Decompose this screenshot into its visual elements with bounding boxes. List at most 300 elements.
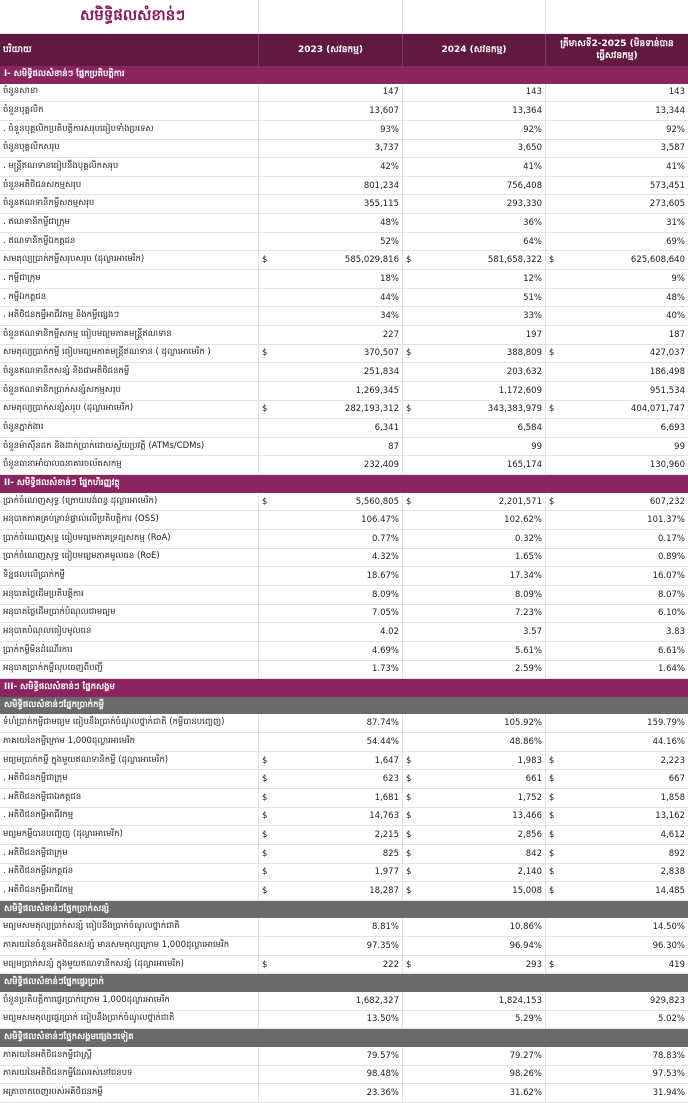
table-row [0,177,688,196]
value-cell [258,733,402,751]
value-number: 3.57 [523,627,542,638]
value-number: 99 [674,441,685,452]
value-number: 13,466 [512,811,542,822]
value-number: 48% [666,292,685,303]
value-number: 1,172,609 [498,385,542,396]
value-cell [545,549,688,567]
value-number: 222 [382,959,399,970]
value-cell [258,233,402,251]
table-row [0,733,688,752]
value-number: 18.67% [366,571,399,582]
value-number: 1,681 [374,792,399,803]
value-number: 33% [523,311,542,322]
value-number: 13.50% [366,1014,399,1025]
value-number: 92% [666,124,685,135]
value-cell [545,918,688,936]
value-number: 97.35% [366,940,399,951]
value-number: 355,115 [363,199,399,210]
value-cell [545,789,688,807]
value-cell [402,401,545,419]
value-number: 186,498 [649,367,685,378]
table-row [0,530,688,549]
value-number: 10.86% [509,922,542,933]
value-cell [545,605,688,623]
value-cell [402,363,545,381]
value-cell [402,307,545,325]
row-label: ប្រាក់ចំណេញសុទ្ធ (ក្រោយបង់ពន្ធ ដុល្លារអាមេរិក) [3,495,158,506]
value-cell [402,140,545,158]
value-number: 36% [523,217,542,228]
value-cell [545,438,688,456]
header-2024: 2024 (សវនកម្ម) [402,34,545,66]
value-number: 54.44% [366,736,399,747]
value-number: 2,223 [660,755,685,766]
value-cell [545,1011,688,1029]
table-row [0,937,688,956]
value-cell [545,733,688,751]
table-row [0,864,688,883]
value-number: 16.07% [652,571,685,582]
currency-symbol: $ [549,792,555,803]
row-label: មធ្យមប្រាក់សន្សំ ក្នុងមួយឥណទានិកសន្សំ (ដុល្លារអាមេរិក) [3,958,184,969]
value-number: 9% [671,273,685,284]
row-label: សមតុល្យប្រាក់កម្ចី ធៀបមធ្យមភាគមន្ត្រីឥណទាន ( ដុល្លារអាមេរិក ) [3,347,211,358]
currency-symbol: $ [549,886,555,896]
row-label: ភាគរយនៃអតិថិជនកម្ចីជាស្ត្រី [3,1049,92,1060]
value-cell [545,992,688,1010]
value-number: 96.30% [652,940,685,951]
value-number: 6.10% [657,608,685,619]
value-cell [258,1011,402,1029]
value-cell [258,401,402,419]
value-number: 2,838 [660,867,685,878]
table-row [0,789,688,808]
value-number: 13,162 [655,811,685,822]
value-number: 825 [382,848,399,859]
table-row [0,121,688,140]
value-number: 14,485 [655,886,685,896]
value-cell [545,289,688,307]
row-label: ប្រាក់កម្ចីមិនដំណើរការ [3,644,73,655]
value-number: 98.48% [366,1069,399,1080]
value-number: 12% [523,273,542,284]
row-label: . អតិថិជនកម្ចីជាឯកត្តជន [3,791,82,802]
currency-symbol: $ [549,867,555,878]
row-label: . អតិថិជនកម្ចីអាជីវកម្ម [3,885,74,895]
value-cell [258,714,402,732]
value-number: 187 [668,329,685,340]
value-cell [258,251,402,269]
row-label: . អតិថិជនកម្ចីជាក្រុម [3,773,68,784]
value-number: 842 [525,848,542,859]
value-cell [402,918,545,936]
value-number: 6.61% [657,645,685,656]
table-row [0,493,688,512]
value-cell [545,102,688,120]
value-number: 581,658,322 [487,255,542,266]
value-number: 69% [666,236,685,247]
table-row [0,1084,688,1103]
value-number: 14.50% [652,922,685,933]
table-row [0,289,688,308]
value-cell [402,345,545,363]
value-cell [402,511,545,529]
value-cell [402,845,545,863]
value-number: 143 [668,87,685,98]
row-label: មធ្យមសមតុល្យប្រាក់សន្សំ ធៀបនឹងប្រាក់ចំណូលថ្នាក់ជាតិ [3,921,180,932]
currency-symbol: $ [549,774,555,785]
row-label: ចំនួនឥណទានិកម្ចីសកម្ម ធៀបមធ្យមភាគមន្ត្រីឥណទាន [3,328,172,339]
value-number: 159.79% [647,718,685,729]
value-number: 7.23% [514,608,542,619]
value-number: 756,408 [506,180,542,191]
value-cell [402,270,545,288]
value-number: 1.64% [657,664,685,675]
title-row [0,0,688,34]
value-number: 79.57% [366,1050,399,1061]
currency-symbol: $ [262,255,268,266]
value-cell [258,845,402,863]
row-label: ប្រាក់ចំណេញសុទ្ធ ធៀបមធ្យមភាគមូលធន (RoE) [3,551,160,562]
value-number: 8.09% [514,589,542,600]
table-row [0,1011,688,1030]
row-label: . អតិថិជនកម្ចីឯកត្តជន [3,866,74,877]
value-number: 227 [382,329,399,340]
value-cell [402,789,545,807]
value-cell [402,289,545,307]
value-cell [258,326,402,344]
value-number: 0.32% [514,533,542,544]
value-number: 661 [525,774,542,785]
row-label: . មន្ត្រីឥណទានធៀបនឹងបុគ្គលិកសរុប [3,161,119,172]
value-number: 92% [523,124,542,135]
value-cell [402,1084,545,1102]
header-q2-2025: ត្រីមាសទី2-2025 (មិនទាន់បានធ្វើសវនកម្ម) [545,34,688,66]
value-cell [545,1084,688,1102]
value-number: 1,647 [374,755,399,766]
value-cell [258,177,402,195]
value-number: 6,341 [374,422,399,433]
value-cell [545,195,688,213]
value-cell [545,214,688,232]
table-row [0,549,688,568]
table-row [0,140,688,159]
value-cell [545,233,688,251]
header-2023: 2023 (សវនកម្ម) [258,34,402,66]
value-number: 102.62% [504,515,542,526]
currency-symbol: $ [549,348,555,359]
table-row [0,642,688,661]
row-label: ចំនួនឥណទានិកសន្សំ និងជាអតិថិជនកម្ចី [3,366,130,377]
header-description: បរិយាយ [3,44,32,55]
value-number: 31.62% [509,1088,542,1099]
currency-symbol: $ [406,867,412,878]
section-label: III- សមិទ្ធិផលសំខាន់ៗ ផ្នែកសង្គម [4,681,115,692]
table-row [0,845,688,864]
value-number: 585,029,816 [344,255,399,266]
table-row [0,345,688,364]
value-cell [545,586,688,604]
section-header [0,66,688,84]
value-cell [258,382,402,400]
value-cell [402,642,545,660]
value-cell [402,992,545,1010]
table-row [0,918,688,937]
value-cell [258,623,402,641]
table-row [0,956,688,975]
table-row [0,1047,688,1066]
value-cell [402,195,545,213]
value-number: 1,983 [517,755,542,766]
value-cell [258,918,402,936]
value-cell [402,567,545,585]
table-row [0,770,688,789]
value-number: 573,451 [649,180,685,191]
table-row [0,102,688,121]
value-cell [402,937,545,955]
value-number: 203,632 [506,367,542,378]
value-number: 1,858 [660,792,685,803]
value-number: 667 [668,774,685,785]
value-cell [402,121,545,139]
table-row [0,326,688,345]
value-number: 31.94% [652,1088,685,1099]
value-cell [545,84,688,102]
table-row [0,714,688,733]
currency-symbol: $ [406,811,412,822]
currency-symbol: $ [406,792,412,803]
value-number: 8.09% [371,589,399,600]
row-label: មធ្យមសមតុល្យផ្ទេរប្រាក់ ធៀបនឹងប្រាក់ចំណូលថ្នាក់ជាតិ [3,1013,175,1024]
value-number: 101.37% [647,515,685,526]
value-number: 8.81% [371,922,399,933]
row-label: . ឥណទានិកម្ចីជាក្រុម [3,216,70,227]
value-number: 31% [666,217,685,228]
row-label: ចំនួនឥណទានិកប្រាក់សន្សំសកម្មសរុប [3,384,121,395]
section-label: សមិទ្ធិផលសំខាន់ៗផ្នែកសង្គមផ្សេងៗទៀត [4,1032,134,1043]
value-cell [402,530,545,548]
value-cell [258,882,402,900]
value-cell [402,214,545,232]
table-row [0,808,688,827]
currency-symbol: $ [406,774,412,785]
value-cell [402,382,545,400]
currency-symbol: $ [406,404,412,415]
value-cell [258,214,402,232]
subsection-header [0,1029,688,1047]
currency-symbol: $ [549,755,555,766]
value-number: 7.05% [371,608,399,619]
currency-symbol: $ [262,774,268,785]
value-cell [402,549,545,567]
value-cell [402,623,545,641]
currency-symbol: $ [549,959,555,970]
value-cell [258,84,402,102]
value-number: 4.32% [371,552,399,563]
value-cell [258,270,402,288]
value-number: 41% [666,162,685,173]
value-number: 951,534 [649,385,685,396]
currency-symbol: $ [549,848,555,859]
value-cell [545,251,688,269]
currency-symbol: $ [262,792,268,803]
value-number: 130,960 [649,460,685,471]
value-number: 106.47% [361,515,399,526]
currency-symbol: $ [262,959,268,970]
value-number: 44.16% [652,736,685,747]
value-number: 625,608,640 [630,255,685,266]
currency-symbol: $ [406,848,412,859]
value-number: 23.36% [366,1088,399,1099]
value-cell [258,789,402,807]
value-number: 623 [382,774,399,785]
value-cell [545,307,688,325]
table-row [0,438,688,457]
value-cell [545,714,688,732]
value-number: 0.89% [657,552,685,563]
value-cell [258,826,402,844]
table-row [0,882,688,901]
value-cell [258,864,402,882]
row-label: . អតិថិជនកម្ចីអាជីវកម្ម និងកម្ចីផ្សេងៗ [3,310,120,321]
value-cell [402,84,545,102]
value-number: 97.53% [652,1069,685,1080]
value-number: 78.83% [652,1050,685,1061]
value-number: 41% [523,162,542,173]
value-number: 5.29% [514,1014,542,1025]
row-label: ចំនួនបុគ្គលិក [3,105,44,116]
currency-symbol: $ [549,404,555,415]
value-number: 96.94% [509,940,542,951]
value-cell [545,326,688,344]
row-label: អនុបាតប្រាក់កម្ចីលុបចេញពីបញ្ជី [3,663,103,674]
value-number: 293 [525,959,542,970]
value-number: 87.74% [366,718,399,729]
value-number: 370,507 [363,348,399,359]
value-number: 1,682,327 [355,995,399,1006]
value-number: 388,809 [506,348,542,359]
subsection-header [0,974,688,992]
value-number: 6,584 [517,422,542,433]
value-cell [545,752,688,770]
value-cell [402,826,545,844]
value-cell [402,456,545,474]
value-number: 18,287 [369,886,399,896]
value-number: 64% [523,236,542,247]
value-cell [545,567,688,585]
row-label: ចំនួនឥណទានិកម្ចីសកម្មសរុប [3,198,95,209]
row-label: . ឥណទានិកម្ចីឯកត្តជន [3,235,76,246]
table-body [0,66,688,1103]
row-label: . កម្ចីជាក្រុម [3,272,41,283]
value-number: 3,650 [517,143,542,154]
value-number: 52% [380,236,399,247]
section-label: សមិទ្ធិផលសំខាន់ៗផ្នែកប្រាក់សន្សំ [4,903,110,914]
value-cell [402,586,545,604]
value-cell [545,661,688,679]
table-header [0,34,688,66]
currency-symbol: $ [406,755,412,766]
row-label: . កម្ចីឯកត្តជន [3,291,47,302]
value-cell [545,642,688,660]
table-row [0,661,688,680]
value-number: 42% [380,162,399,173]
value-number: 4.02 [380,627,399,638]
table-row [0,511,688,530]
value-number: 929,823 [649,995,685,1006]
value-number: 197 [525,329,542,340]
value-number: 0.17% [657,533,685,544]
row-label: ប្រាក់ចំណេញសុទ្ធ ធៀបមធ្យមភាគទ្រព្យសកម្ម (RoA) [3,532,171,543]
row-label: ចំនួនភ្នាក់ងារ [3,421,44,432]
value-number: 5.61% [514,645,542,656]
value-number: 3.83 [666,627,685,638]
value-number: 1.65% [514,552,542,563]
value-cell [258,937,402,955]
row-label: . អតិថិជនកម្ចីអាជីវកម្ម [3,810,74,821]
value-cell [258,511,402,529]
value-cell [402,326,545,344]
row-label: ភាគរយនៃចំនួនអតិថិជនសន្សំ មានសមតុល្យក្រោម 1,000ដុល្លារអាមេរិក [3,939,230,950]
value-cell [258,549,402,567]
table-row [0,826,688,845]
value-number: 2.59% [514,664,542,675]
value-cell [402,714,545,732]
value-number: 607,232 [649,496,685,507]
value-number: 34% [380,311,399,322]
row-label: ចំនួនប្រតិបត្តិការផ្ទេរប្រាក់ក្រោម 1,000ដុល្លារអាមេរិក [3,994,170,1005]
row-label: ចំនួនសាខា [3,86,39,97]
value-cell [402,438,545,456]
value-number: 15,008 [512,886,542,896]
value-number: 801,234 [363,180,399,191]
value-cell [402,882,545,900]
currency-symbol: $ [262,811,268,822]
value-cell [402,1047,545,1065]
value-number: 419 [668,959,685,970]
row-label: សមតុល្យប្រាក់កម្ចីសរុបសរុប (ដុល្លារអាមេរិក) [3,254,145,265]
currency-symbol: $ [406,348,412,359]
row-label: ចំនួនអតិថិជនសកម្មសរុប [3,179,82,190]
table-row [0,752,688,771]
table-row [0,401,688,420]
value-cell [258,567,402,585]
value-number: 427,037 [649,348,685,359]
value-cell [545,382,688,400]
value-number: 40% [666,311,685,322]
value-cell [402,233,545,251]
row-label: មធ្យមប្រាក់កម្ចី ក្នុងមួយឥណទានិកម្ចី (ដុល្លារអាមេរិក) [3,754,169,765]
value-cell [258,363,402,381]
value-cell [258,419,402,437]
value-cell [545,864,688,882]
subsection-header [0,697,688,715]
table-row [0,586,688,605]
currency-symbol: $ [262,496,268,507]
value-cell [402,251,545,269]
currency-symbol: $ [262,404,268,415]
value-number: 0.77% [371,533,399,544]
value-number: 232,409 [363,460,399,471]
value-cell [545,1047,688,1065]
row-label: ទំហំប្រាក់កម្ចីជាមធ្យម ធៀបនឹងប្រាក់ចំណូលថ្នាក់ជាតិ (កម្ចីបានបញ្ចេញ) [3,717,225,728]
table-row [0,992,688,1011]
value-cell [258,661,402,679]
value-cell [545,511,688,529]
row-label: អត្រាចាកចេញរបស់អតិថិជនកម្ចី [3,1087,103,1098]
value-cell [258,752,402,770]
value-number: 17.34% [509,571,542,582]
